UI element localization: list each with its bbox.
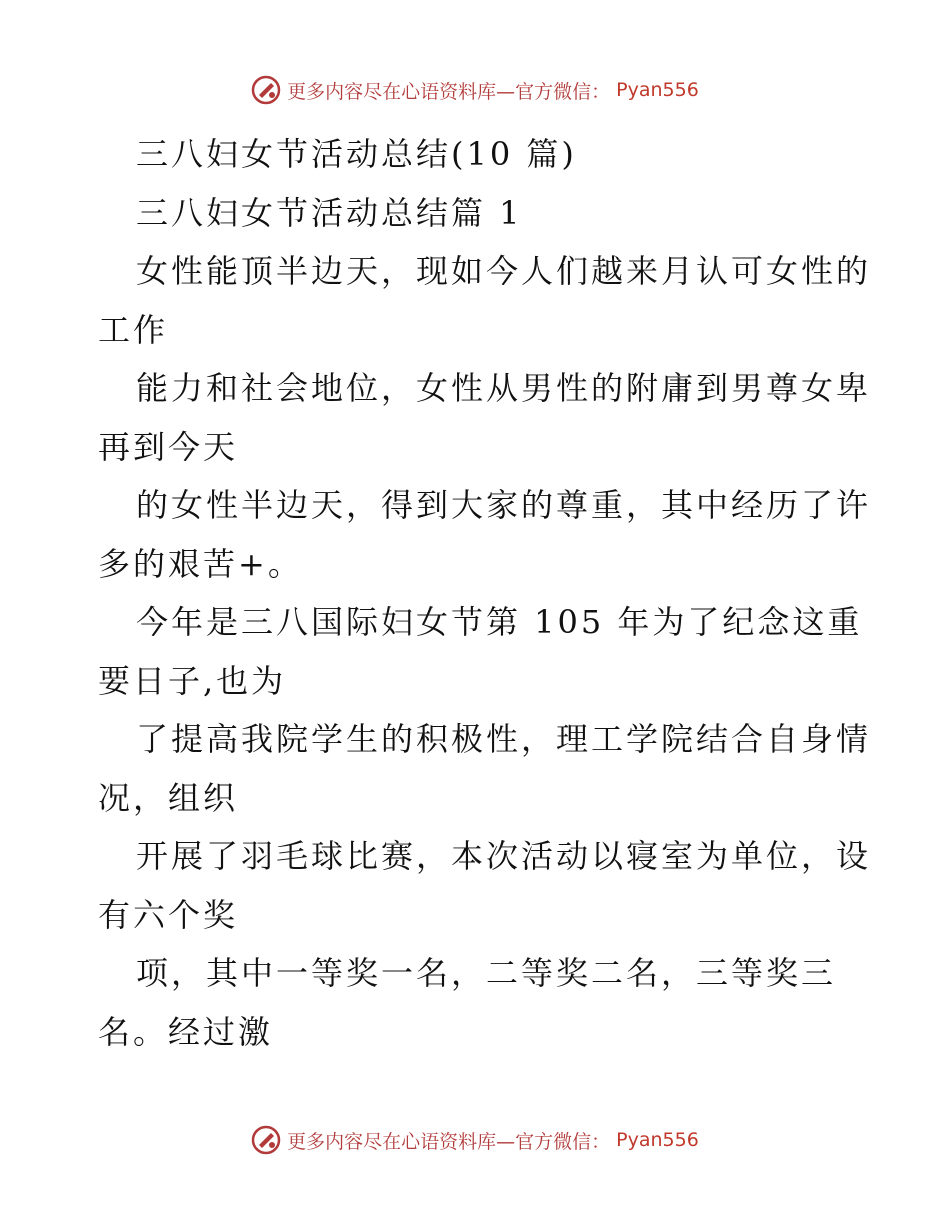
paragraph-line: 能力和社会地位，女性从男性的附庸到男尊女卑 xyxy=(136,369,872,407)
paragraph-line: 况，组织 xyxy=(98,778,239,817)
watermark-handle: Pyan556 xyxy=(616,1129,699,1151)
paragraph-line: 再到今天 xyxy=(98,427,239,466)
logo-icon xyxy=(251,1125,281,1155)
footer-watermark xyxy=(0,1120,950,1160)
paragraph-line: 项，其中一等奖一名，二等奖二名，三等奖三 xyxy=(136,954,837,992)
paragraph-line: 工作 xyxy=(98,310,169,349)
paragraph-line: 的女性半边天，得到大家的尊重，其中经历了许 xyxy=(136,486,872,524)
paragraph-line: 有六个奖 xyxy=(98,895,239,934)
document-title: 三八妇女节活动总结(10 篇) xyxy=(136,135,577,173)
document-body xyxy=(98,125,872,1061)
watermark-text: 更多内容尽在心语资料库—官方微信： xyxy=(287,80,611,103)
paragraph-line: 名。经过激 xyxy=(98,1012,274,1051)
paragraph-line: 了提高我院学生的积极性，理工学院结合自身情 xyxy=(136,720,872,758)
paragraph-line: 多的艰苦+。 xyxy=(98,544,303,583)
header-watermark xyxy=(0,70,950,110)
section-heading: 三八妇女节活动总结篇 1 xyxy=(136,193,523,232)
paragraph-line: 要日子,也为 xyxy=(98,661,287,700)
paragraph-line: 开展了羽毛球比赛，本次活动以寝室为单位，设 xyxy=(136,837,872,875)
paragraph-line: 女性能顶半边天，现如今人们越来月认可女性的 xyxy=(136,252,872,290)
watermark-text: 更多内容尽在心语资料库—官方微信： xyxy=(287,1130,611,1153)
paragraph-line: 今年是三八国际妇女节第 105 年为了纪念这重 xyxy=(136,603,863,641)
logo-icon xyxy=(251,75,281,105)
watermark-handle: Pyan556 xyxy=(616,79,699,101)
